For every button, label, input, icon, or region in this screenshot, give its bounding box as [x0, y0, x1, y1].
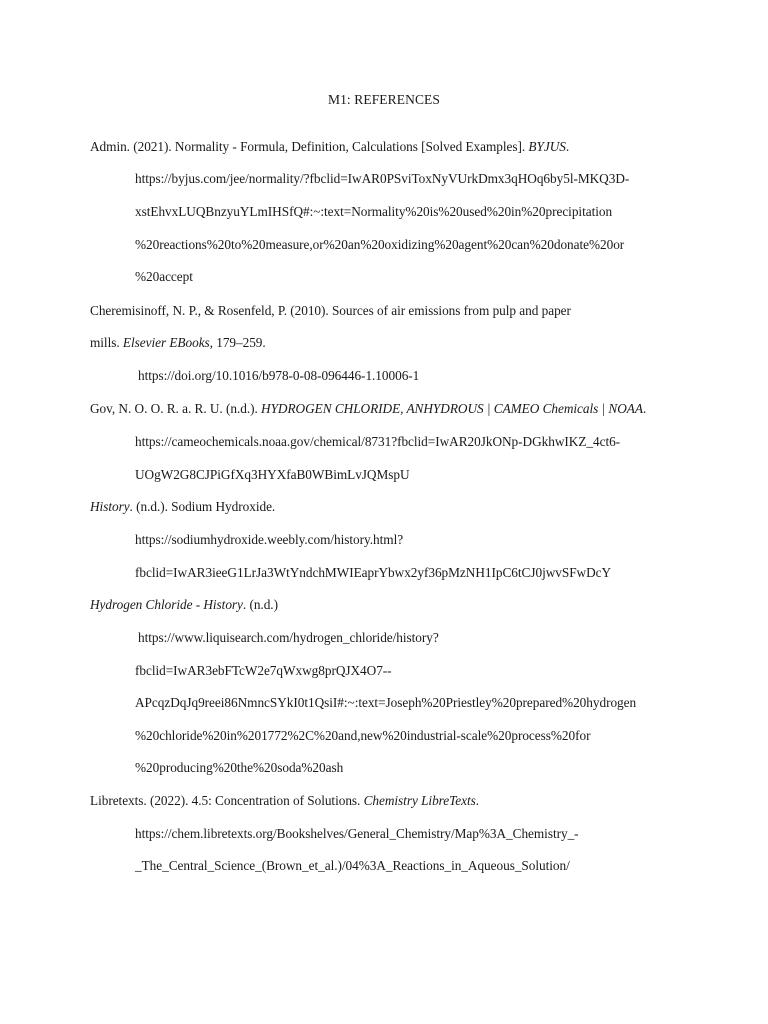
reference-noaa	[90, 400, 646, 418]
reference-byjus	[90, 138, 569, 156]
reference-url-line: xstEhvxLUQBnzyuYLmIHSfQ#:~:text=Normality%20is%20used%20in%20precipitation	[135, 204, 613, 219]
reference-url-line: %20chloride%20in%201772%2C%20and,new%20industrial-scale%20process%20for	[135, 728, 591, 743]
reference-url-line: fbclid=IwAR3ebFTcW2e7qWxwg8prQJX4O7--	[135, 663, 392, 678]
reference-source: Elsevier EBooks	[122, 335, 210, 350]
reference-url-line: https://doi.org/10.1016/b978-0-08-096446-1.10006-1	[138, 368, 420, 383]
reference-author: Admin. (2021). Normality - Formula, Definition, Calculations [Solved Examples].	[90, 139, 529, 154]
reference-text: . (n.d.)	[242, 597, 278, 612]
reference-url-line: https://sodiumhydroxide.weebly.com/history.html?	[135, 532, 404, 547]
reference-source: Chemistry LibreTexts	[363, 793, 476, 808]
reference-punct: .	[475, 793, 480, 808]
reference-weebly	[90, 498, 275, 516]
reference-url-line: APcqzDqJq9reei86NmncSYkI0t1QsiI#:~:text=Joseph%20Priestley%20prepared%20hydrogen	[135, 695, 637, 710]
reference-url-line: https://byjus.com/jee/normality/?fbclid=IwAR0PSviToxNyVUrkDmx3qHOq6by5l-MKQ3D-	[135, 171, 630, 186]
reference-url-line: https://chem.libretexts.org/Bookshelves/General_Chemistry/Map%3A_Chemistry_-	[135, 826, 579, 841]
reference-url-line: fbclid=IwAR3ieeG1LrJa3WtYndchMWIEaprYbwx2yf36pMzNH1IpC6tCJ0jwvSFwDcY	[135, 565, 612, 580]
reference-cheremisinoff-source	[90, 334, 266, 352]
reference-url-line: _The_Central_Science_(Brown_et_al.)/04%3A_Reactions_in_Aqueous_Solution/	[135, 858, 570, 873]
reference-url-line: %20producing%20the%20soda%20ash	[135, 760, 344, 775]
reference-author: Gov, N. O. O. R. a. R. U. (n.d.).	[90, 401, 262, 416]
reference-text: . (n.d.). Sodium Hydroxide.	[129, 499, 276, 514]
reference-url-line: https://cameochemicals.noaa.gov/chemical/8731?fbclid=IwAR20JkONp-DGkhwIKZ_4ct6-	[135, 434, 621, 449]
reference-libretexts	[90, 792, 479, 810]
page-title: M1: REFERENCES	[327, 92, 441, 107]
reference-cheremisinoff: Cheremisinoff, N. P., & Rosenfeld, P. (2010). Sources of air emissions from pulp and paper	[90, 303, 571, 318]
reference-author: Libretexts. (2022). 4.5: Concentration of Solutions.	[90, 793, 364, 808]
reference-url-line: %20reactions%20to%20measure,or%20an%20oxidizing%20agent%20can%20donate%20or	[135, 237, 625, 252]
reference-url-line: https://www.liquisearch.com/hydrogen_chloride/history?	[138, 630, 439, 645]
reference-pages: , 179–259.	[209, 335, 266, 350]
reference-punct: .	[642, 401, 647, 416]
reference-title: History	[90, 499, 130, 514]
reference-text: mills.	[90, 335, 123, 350]
reference-source: BYJUS	[528, 139, 566, 154]
reference-url-line: UOgW2G8CJPiGfXq3HYXfaB0WBimLvJQMspU	[135, 467, 410, 482]
reference-title: Hydrogen Chloride - History	[90, 597, 243, 612]
reference-title: HYDROGEN CHLORIDE, ANHYDROUS | CAMEO Chemicals | NOAA	[261, 401, 643, 416]
reference-punct: .	[565, 139, 570, 154]
reference-url-line: %20accept	[135, 269, 193, 284]
reference-liquisearch	[90, 596, 278, 614]
